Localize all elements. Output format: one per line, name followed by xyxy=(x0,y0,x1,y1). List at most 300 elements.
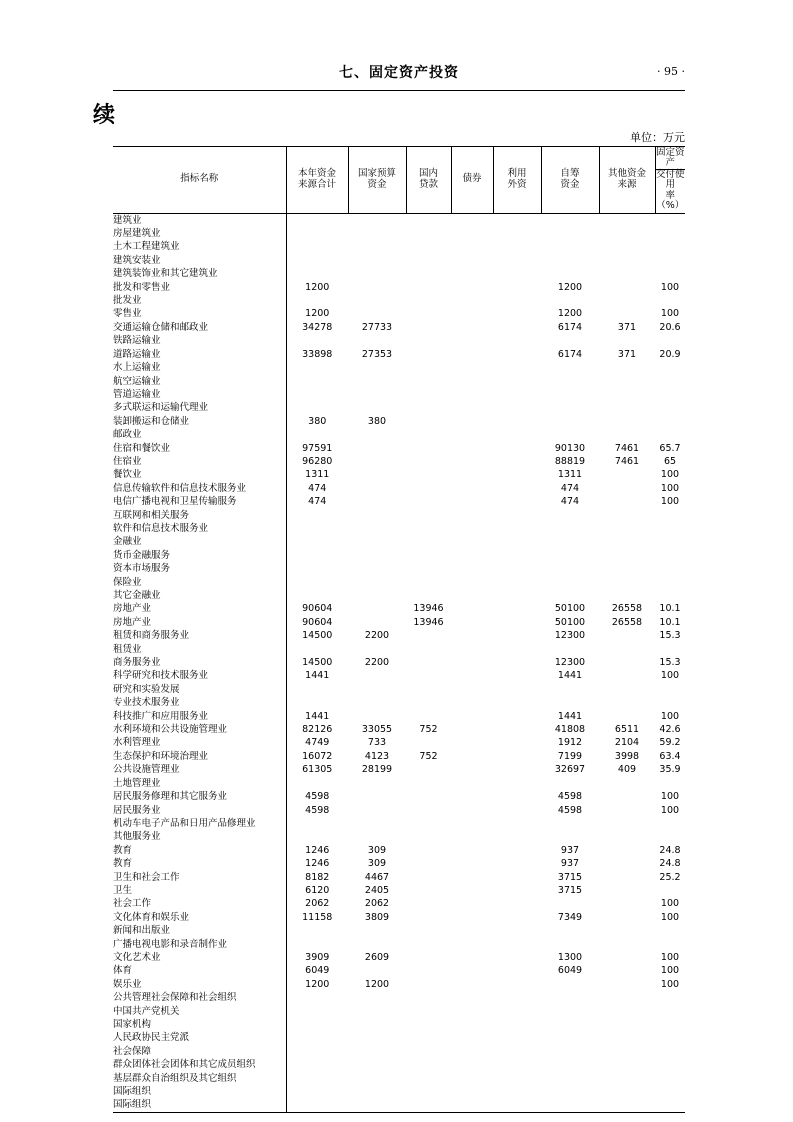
row-value xyxy=(286,1058,348,1071)
table-row xyxy=(113,213,685,227)
row-value xyxy=(451,307,493,320)
row-value xyxy=(541,897,599,910)
row-value xyxy=(599,1031,655,1044)
row-value: 15.3 xyxy=(659,630,681,642)
row-value xyxy=(493,723,541,736)
row-value xyxy=(655,924,685,937)
row-value xyxy=(493,1085,541,1098)
row-value xyxy=(286,549,348,562)
row-value xyxy=(599,281,655,294)
row-value xyxy=(406,669,451,682)
table-row xyxy=(113,307,685,320)
row-label: 道路运输业 xyxy=(113,348,286,361)
row-value xyxy=(286,428,348,441)
row-value xyxy=(451,267,493,280)
row-value xyxy=(541,1018,599,1031)
row-value xyxy=(348,213,406,227)
row-value xyxy=(286,361,348,374)
row-value xyxy=(348,830,406,843)
row-label: 房地产业 xyxy=(113,616,286,629)
row-value xyxy=(348,428,406,441)
table-row xyxy=(113,468,685,481)
row-value xyxy=(406,736,451,749)
row-value xyxy=(406,1005,451,1018)
row-value: 937 xyxy=(560,844,580,856)
row-value xyxy=(493,267,541,280)
table-row xyxy=(113,991,685,1004)
row-value: 8182 xyxy=(286,871,348,884)
row-value xyxy=(451,1045,493,1058)
row-value xyxy=(493,857,541,870)
row-value: 1311 xyxy=(286,468,348,481)
row-value xyxy=(655,254,685,267)
unit-label: 单位：万元 xyxy=(630,131,685,144)
row-value xyxy=(541,938,599,951)
table-row xyxy=(113,482,685,495)
row-value xyxy=(406,307,451,320)
row-value xyxy=(541,388,599,401)
row-value xyxy=(451,388,493,401)
row-value: 100 xyxy=(660,670,680,682)
row-value: 3809 xyxy=(364,911,390,923)
row-value xyxy=(348,361,406,374)
row-label: 铁路运输业 xyxy=(113,334,286,347)
row-value xyxy=(406,683,451,696)
row-value xyxy=(348,817,406,830)
row-label: 教育 xyxy=(113,857,286,870)
row-value xyxy=(493,455,541,468)
row-label: 中国共产党机关 xyxy=(113,1005,286,1018)
col-header-name: 指标名称 xyxy=(113,147,286,214)
row-value xyxy=(599,991,655,1004)
row-value xyxy=(406,509,451,522)
row-value xyxy=(451,562,493,575)
row-value xyxy=(348,388,406,401)
row-label: 房地产业 xyxy=(113,602,286,615)
row-value: 380 xyxy=(367,415,387,427)
row-value xyxy=(541,1072,599,1085)
row-value xyxy=(541,991,599,1004)
row-value xyxy=(599,1058,655,1071)
row-value xyxy=(493,294,541,307)
row-label: 餐饮业 xyxy=(113,468,286,481)
row-value xyxy=(451,522,493,535)
row-value xyxy=(493,509,541,522)
row-label: 租赁和商务服务业 xyxy=(113,629,286,642)
row-value xyxy=(541,294,599,307)
row-value xyxy=(655,817,685,830)
row-value xyxy=(348,1005,406,1018)
row-value xyxy=(451,897,493,910)
row-value xyxy=(541,535,599,548)
table-row xyxy=(113,442,685,455)
table-row xyxy=(113,629,685,642)
row-value xyxy=(451,817,493,830)
row-label: 保险业 xyxy=(113,576,286,589)
table-row xyxy=(113,415,685,428)
row-label: 土木工程建筑业 xyxy=(113,240,286,253)
table-row xyxy=(113,656,685,669)
row-value: 100 xyxy=(660,496,680,508)
row-value: 4749 xyxy=(286,736,348,749)
row-value xyxy=(493,602,541,615)
row-value: 1441 xyxy=(557,710,583,722)
row-value xyxy=(348,1058,406,1071)
row-value xyxy=(286,1018,348,1031)
row-value xyxy=(541,428,599,441)
row-value xyxy=(493,428,541,441)
row-value xyxy=(406,522,451,535)
row-value xyxy=(493,991,541,1004)
row-label: 零售业 xyxy=(113,307,286,320)
row-value xyxy=(599,589,655,602)
row-value xyxy=(406,817,451,830)
row-value xyxy=(655,213,685,227)
table-row xyxy=(113,1031,685,1044)
continued-label: 续 xyxy=(93,102,116,128)
row-value xyxy=(541,334,599,347)
row-value: 1246 xyxy=(286,844,348,857)
row-value xyxy=(406,656,451,669)
row-value xyxy=(286,696,348,709)
row-value xyxy=(541,589,599,602)
table-row xyxy=(113,763,685,776)
row-value xyxy=(655,1031,685,1044)
row-value xyxy=(493,656,541,669)
row-value xyxy=(348,777,406,790)
row-value xyxy=(599,978,655,991)
row-value: 1200 xyxy=(286,307,348,320)
row-label: 文化体育和娱乐业 xyxy=(113,911,286,924)
row-value: 63.4 xyxy=(659,750,681,762)
row-label: 水利环境和公共设施管理业 xyxy=(113,723,286,736)
row-label: 住宿业 xyxy=(113,455,286,468)
row-value: 937 xyxy=(560,858,580,870)
row-value xyxy=(599,669,655,682)
row-value xyxy=(406,710,451,723)
row-value xyxy=(348,938,406,951)
row-value xyxy=(541,1058,599,1071)
row-value xyxy=(655,830,685,843)
row-value xyxy=(599,361,655,374)
row-value xyxy=(599,844,655,857)
row-value: 12300 xyxy=(554,630,586,642)
row-value xyxy=(451,616,493,629)
row-value xyxy=(655,1085,685,1098)
row-value xyxy=(655,683,685,696)
row-value xyxy=(493,468,541,481)
row-value: 309 xyxy=(367,858,387,870)
row-value xyxy=(451,964,493,977)
row-label: 公共管理社会保障和社会组织 xyxy=(113,991,286,1004)
table-head xyxy=(113,147,685,214)
row-value xyxy=(599,629,655,642)
row-value xyxy=(493,1031,541,1044)
row-value xyxy=(406,763,451,776)
row-value xyxy=(541,267,599,280)
row-value: 35.9 xyxy=(659,764,681,776)
row-value xyxy=(541,227,599,240)
row-value xyxy=(451,844,493,857)
col-header-asset-delivery-rate: 固定资产 交付使用 率（%） xyxy=(655,147,685,212)
row-value xyxy=(406,589,451,602)
row-label: 群众团体社会团体和其它成员组织 xyxy=(113,1058,286,1071)
row-value xyxy=(493,348,541,361)
row-value xyxy=(493,817,541,830)
row-value xyxy=(451,442,493,455)
row-value: 42.6 xyxy=(659,724,681,736)
col-header-foreign: 利用 外资 xyxy=(493,147,541,214)
row-value xyxy=(655,589,685,602)
row-label: 批发业 xyxy=(113,294,286,307)
row-value xyxy=(599,428,655,441)
row-value xyxy=(599,294,655,307)
row-value xyxy=(493,643,541,656)
row-value xyxy=(493,710,541,723)
col-header-domestic-loan: 国内 贷款 xyxy=(406,147,451,214)
row-label: 社会保障 xyxy=(113,1045,286,1058)
row-value xyxy=(406,549,451,562)
row-value: 2062 xyxy=(364,898,390,910)
row-value xyxy=(655,294,685,307)
row-value xyxy=(348,495,406,508)
row-value xyxy=(406,1045,451,1058)
row-label: 水利管理业 xyxy=(113,736,286,749)
row-value: 2405 xyxy=(364,884,390,896)
row-value xyxy=(451,938,493,951)
row-value xyxy=(599,911,655,924)
table-row xyxy=(113,924,685,937)
row-value xyxy=(451,509,493,522)
table-row xyxy=(113,361,685,374)
table-row xyxy=(113,696,685,709)
row-value xyxy=(286,213,348,227)
row-label: 新闻和出版业 xyxy=(113,924,286,937)
row-value: 100 xyxy=(660,482,680,494)
table-row xyxy=(113,388,685,401)
row-value: 100 xyxy=(660,804,680,816)
row-value xyxy=(599,884,655,897)
row-label: 水上运输业 xyxy=(113,361,286,374)
row-value xyxy=(406,401,451,414)
row-value xyxy=(406,227,451,240)
row-value xyxy=(493,334,541,347)
row-value xyxy=(599,857,655,870)
row-value xyxy=(541,696,599,709)
table-row xyxy=(113,1058,685,1071)
row-value xyxy=(406,455,451,468)
table-row xyxy=(113,723,685,736)
row-value xyxy=(348,227,406,240)
table-row xyxy=(113,401,685,414)
row-value xyxy=(451,629,493,642)
row-value xyxy=(599,1085,655,1098)
row-value xyxy=(493,495,541,508)
row-label: 信息传输软件和信息技术服务业 xyxy=(113,482,286,495)
row-value xyxy=(541,415,599,428)
row-value xyxy=(406,375,451,388)
row-value xyxy=(599,710,655,723)
row-value xyxy=(541,254,599,267)
row-value xyxy=(286,509,348,522)
row-value xyxy=(406,804,451,817)
row-value xyxy=(348,468,406,481)
row-label: 生态保护和环境治理业 xyxy=(113,750,286,763)
row-value: 409 xyxy=(617,764,637,776)
row-value: 1441 xyxy=(557,670,583,682)
row-value: 7349 xyxy=(557,911,583,923)
table-row xyxy=(113,964,685,977)
row-value xyxy=(286,334,348,347)
row-value xyxy=(348,589,406,602)
row-value xyxy=(406,535,451,548)
row-value xyxy=(655,562,685,575)
row-value xyxy=(286,294,348,307)
row-value xyxy=(655,388,685,401)
row-value xyxy=(493,522,541,535)
row-value xyxy=(541,240,599,253)
row-value xyxy=(286,817,348,830)
row-value xyxy=(406,428,451,441)
row-value xyxy=(599,240,655,253)
row-value: 20.6 xyxy=(659,321,681,333)
row-value xyxy=(599,334,655,347)
row-value xyxy=(541,1045,599,1058)
row-label: 其他服务业 xyxy=(113,830,286,843)
row-value xyxy=(451,1031,493,1044)
row-value xyxy=(451,884,493,897)
row-value xyxy=(348,1018,406,1031)
row-value: 24.8 xyxy=(659,858,681,870)
row-value xyxy=(348,509,406,522)
row-value: 65.7 xyxy=(659,442,681,454)
row-value xyxy=(599,830,655,843)
row-value: 7461 xyxy=(614,455,640,467)
row-value xyxy=(451,804,493,817)
row-value xyxy=(406,321,451,334)
table-row xyxy=(113,871,685,884)
row-value xyxy=(655,240,685,253)
row-value: 6511 xyxy=(614,724,640,736)
row-value xyxy=(348,683,406,696)
row-value xyxy=(348,562,406,575)
row-value: 100 xyxy=(660,469,680,481)
row-value xyxy=(286,388,348,401)
table-row xyxy=(113,321,685,334)
row-value xyxy=(348,254,406,267)
row-value: 2200 xyxy=(364,630,390,642)
row-value xyxy=(493,669,541,682)
row-value xyxy=(406,844,451,857)
row-value: 1441 xyxy=(286,669,348,682)
row-value xyxy=(348,482,406,495)
row-value xyxy=(348,1098,406,1112)
row-value: 6049 xyxy=(286,964,348,977)
row-value xyxy=(451,254,493,267)
row-value: 100 xyxy=(660,951,680,963)
row-value xyxy=(541,401,599,414)
row-value: 100 xyxy=(660,281,680,293)
row-value xyxy=(541,576,599,589)
row-value xyxy=(655,991,685,1004)
row-label: 娱乐业 xyxy=(113,978,286,991)
row-value: 7199 xyxy=(557,750,583,762)
row-value xyxy=(599,254,655,267)
row-value xyxy=(599,1072,655,1085)
row-value xyxy=(451,643,493,656)
table-row xyxy=(113,683,685,696)
row-value xyxy=(451,482,493,495)
row-value xyxy=(599,227,655,240)
row-value xyxy=(493,951,541,964)
row-value xyxy=(493,790,541,803)
row-value: 1912 xyxy=(557,737,583,749)
row-value xyxy=(451,348,493,361)
row-value xyxy=(451,415,493,428)
row-value xyxy=(599,951,655,964)
row-value xyxy=(348,455,406,468)
row-value xyxy=(493,401,541,414)
row-value: 90604 xyxy=(286,616,348,629)
statistics-table-wrapper xyxy=(113,146,685,1113)
row-value xyxy=(286,1031,348,1044)
row-value: 16072 xyxy=(286,750,348,763)
row-value: 2609 xyxy=(364,951,390,963)
row-label: 电信广播电视和卫星传输服务 xyxy=(113,495,286,508)
row-value xyxy=(348,1085,406,1098)
row-value xyxy=(493,1005,541,1018)
row-value: 309 xyxy=(367,844,387,856)
row-value xyxy=(451,1005,493,1018)
row-value xyxy=(451,710,493,723)
table-row xyxy=(113,375,685,388)
row-value xyxy=(599,576,655,589)
row-label: 租赁业 xyxy=(113,643,286,656)
row-value xyxy=(493,227,541,240)
row-label: 其它金融业 xyxy=(113,589,286,602)
row-value: 1200 xyxy=(557,281,583,293)
table-body xyxy=(113,213,685,1112)
row-value xyxy=(406,576,451,589)
row-value xyxy=(493,629,541,642)
row-value xyxy=(655,509,685,522)
row-value xyxy=(451,321,493,334)
table-row xyxy=(113,1072,685,1085)
row-value xyxy=(493,938,541,951)
row-value xyxy=(599,388,655,401)
row-value xyxy=(655,428,685,441)
row-value xyxy=(406,696,451,709)
row-value xyxy=(451,830,493,843)
col-header-bond: 债券 xyxy=(451,147,493,214)
row-value xyxy=(286,535,348,548)
row-value: 4123 xyxy=(364,750,390,762)
row-value: 2200 xyxy=(364,657,390,669)
row-value xyxy=(451,602,493,615)
table-row xyxy=(113,669,685,682)
col-header-self-raised: 自筹 资金 xyxy=(541,147,599,214)
row-value xyxy=(451,334,493,347)
row-value xyxy=(599,213,655,227)
table-row xyxy=(113,616,685,629)
table-row xyxy=(113,804,685,817)
row-value xyxy=(286,1072,348,1085)
row-value: 50100 xyxy=(554,616,586,628)
row-value xyxy=(493,1098,541,1112)
row-value xyxy=(493,1018,541,1031)
row-value xyxy=(286,227,348,240)
row-value xyxy=(406,924,451,937)
